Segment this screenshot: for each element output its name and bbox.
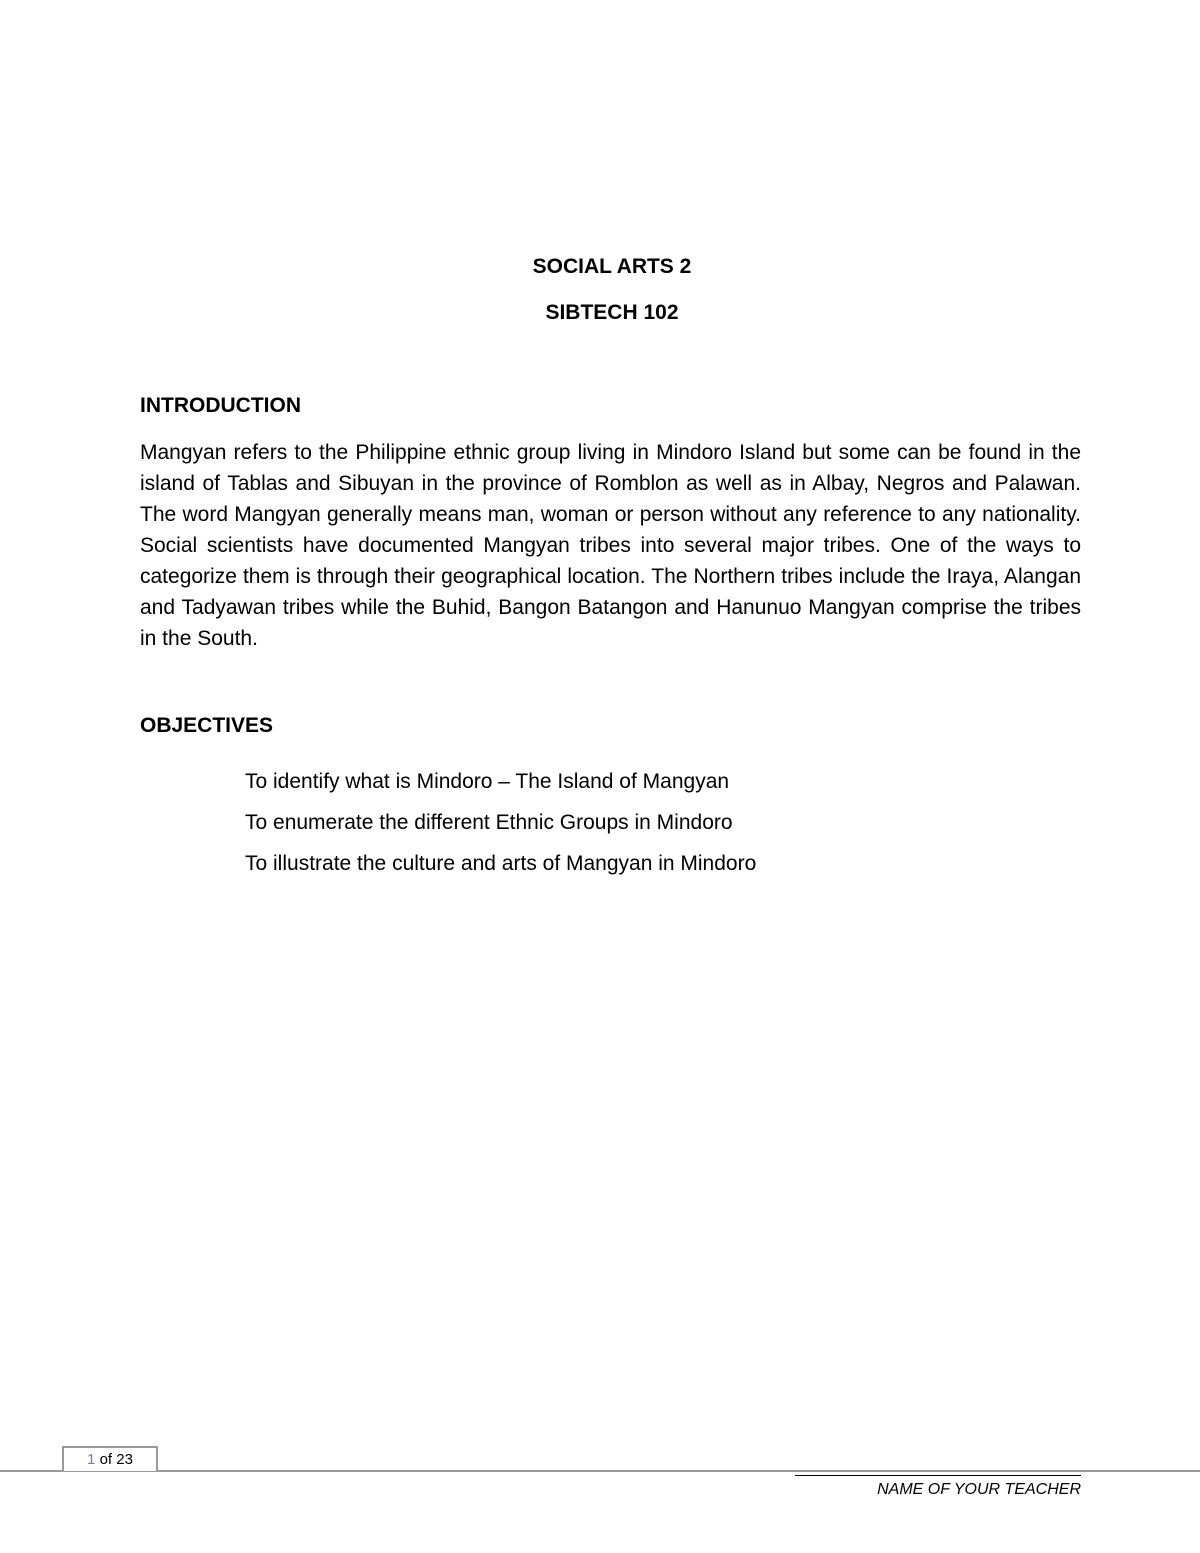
teacher-name-label: NAME OF YOUR TEACHER xyxy=(877,1481,1081,1498)
teacher-signature-line xyxy=(795,1475,1081,1476)
course-code: SIBTECH 102 xyxy=(545,301,679,324)
objective-item: To identify what is Mindoro – The Island of Mangyan xyxy=(245,770,730,793)
page-number: 1 xyxy=(87,1451,96,1468)
page-number-tab xyxy=(62,1446,158,1471)
footer-divider xyxy=(0,1470,1200,1472)
introduction-body xyxy=(140,437,1081,654)
objective-item: To illustrate the culture and arts of Mangyan in Mindoro xyxy=(245,852,757,875)
objectives-heading: OBJECTIVES xyxy=(140,714,274,737)
document-title: SOCIAL ARTS 2 xyxy=(532,255,692,278)
introduction-paragraph: Mangyan refers to the Philippine ethnic group living in Mindoro Island but some can be found in the island of Tablas and Sibuyan in the province of Romblon as well as in Albay, Negros and Palawan. The word Mangyan generally means man, woman or person without any reference to any nationality. Social scientists have documented Mangyan tribes into several major tribes. One of the ways to categorize them is through their geographical location. The Northern tribes include the Iraya, Alangan and Tadyawan tribes while the Buhid, Bangon Batangon and Hanunuo Mangyan comprise the tribes in the South. xyxy=(140,441,1081,650)
objectives-list xyxy=(245,769,756,892)
page-total: of 23 xyxy=(99,1451,133,1468)
objective-item: To enumerate the different Ethnic Groups in Mindoro xyxy=(245,811,733,834)
introduction-heading: INTRODUCTION xyxy=(140,394,301,417)
